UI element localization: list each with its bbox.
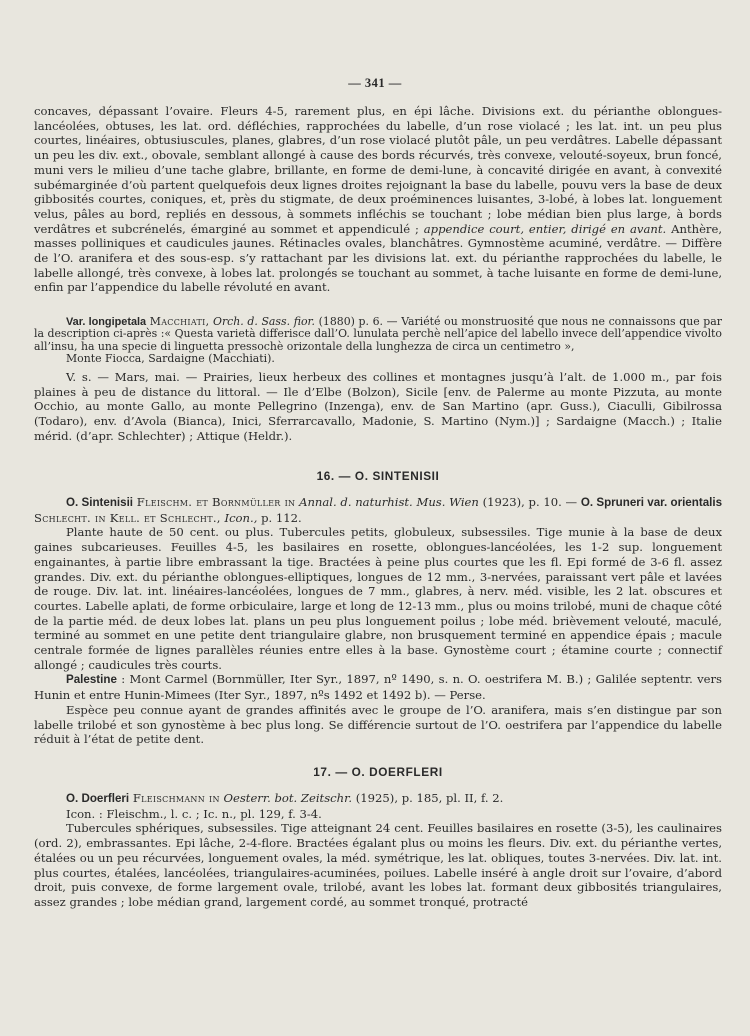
sintenisii-authors: Fleischm. et Bornmüller in: [136, 495, 296, 509]
variety-paragraph: [34, 316, 722, 366]
doerfleri-reference: Oesterr. bot. Zeitschr.: [223, 791, 353, 805]
sintenisii-description: Plante haute de 50 cent. ou plus. Tubercules petits, globuleux, subsessiles. Tige munie à la base de deux gaines subcarieuses. Feuilles 4-5, les basilaires en rosette, oblongues-lancéolées, les 1-2 sup. longuement engainantes, à partie libre embrassant la tige. Bractées à peine plus courtes que les fl. Epi formé de 3-6 fl. assez grandes. Div. ext. du périanthe oblongues-elliptiques, longues de 12 mm., 3-nervées, paraissant vert pâle et lavées de rouge. Div. lat. int. linéaires-lancéolées, longues de 7 mm., glabres, à nerv. méd. visible, les 2 lat. obscures et courtes. Labelle aplati, de forme orbiculaire, large et long de 12-13 mm., plus ou moins trilobé, muni de chaque côté de la partie méd. de deux lobes lat. plans un peu plus longuement poilus ; lobe méd. brièvement velouté, maculé, terminé au sommet en une petite dent triangulaire glabre, non brusquement terminé en appendice épais ; macule centrale formée de lignes parallèles réunies entre elles à la base. Gynostème court ; étamine courte ; connectif allongé ; caudicules très courts.: [34, 525, 722, 672]
variety-locality: Monte Fiocca, Sardaigne (Macchiati).: [66, 352, 275, 366]
synonym-page: p. 112.: [261, 510, 302, 525]
variety-label: Var. longipetala: [66, 316, 147, 328]
section-heading-16: 16. — O. SINTENISII: [316, 469, 440, 483]
variety-author: Macchiati,: [149, 315, 210, 328]
sintenisii-section: [34, 495, 722, 747]
variety-reference: Orch. d. Sass. fior.: [213, 315, 315, 328]
variety-text: (1880) p. 6. — Variété ou monstruosité que nous ne connaissons que par la description ci-après :« Questa varietà differisce dall’O. lunulata perchè nell’apice del labello invece dell’appendice vivolto all’insu, ha una specie di linguetta pressochè orizontale della lunghezza de circa un centimetro »,: [34, 315, 722, 353]
doerfleri-ref-tail: (1925), p. 185, pl. II, f. 2.: [355, 791, 504, 805]
sintenisii-synonym: O. Spruneri var. orientalis: [580, 496, 723, 509]
vs-paragraph: [34, 370, 722, 444]
doerfleri-icon-ref: Icon. : Fleischm., l. c. ; Ic. n., pl. 129, f. 3-4.: [66, 806, 322, 821]
doerfleri-authors: Fleischmann in: [132, 791, 220, 805]
sintenisii-closing: Espèce peu connue ayant de grandes affinités avec le groupe de l’O. aranifera, mais s’en distingue par son labelle trilobé et son gynostème à bec plus long. Se différencie surtout de l’O. oestrifera par l’appendice du labelle réduit à l’état de petite dent.: [34, 702, 722, 747]
synonym-reference: Icon.,: [224, 510, 258, 525]
intro-paragraph: [34, 104, 722, 295]
doerfleri-description: Tubercules sphériques, subsessiles. Tige atteignant 24 cent. Feuilles basilaires en rosette (3-5), les caulinaires (ord. 2), embrassantes. Epi lâche, 2-4-flore. Bractées égalant plus ou moins les fleurs. Div. ext. du périanthe vertes, étalées ou un peu récurvées, longuement ovales, la méd. symétrique, les lat. obliques, toutes 3-nervées. Div. lat. int. plus courtes, étalées, lancéolées, triangulaires-acuminées, poilues. Labelle inséré à angle droit sur l’ovaire, d’abord droit, puis convexe, de forme largement ovale, trilobé, avant les lobes lat. formant deux gibbosités triangulaires, assez grandes ; lobe médian grand, largement cordé, au sommet tronqué, protracté: [34, 821, 722, 909]
intro-text: concaves, dépassant l’ovaire. Fleurs 4-5, rarement plus, en épi lâche. Divisions ext. du périanthe oblongues-lancéolées, obtuses, les lat. ord. défléchies, rapprochées du labelle, d’un rose violacé ; les lat. int. un peu plus courtes, linéaires, obtusiuscules, planes, glabres, d’un rose violacé plutôt pâle, un peu verdâtres. Labelle dépassant un peu les div. ext., obovale, semblant allongé à cause des bords récurvés, très convexe, velouté-soyeux, brun foncé, muni vers le milieu d’une tache glabre, brillante, en forme de demi-lune, à concavité dirigée en avant, à convexité subémarginée d’où partent quelquefois deux lignes droites rejoignant la base du labelle, pouvu vers la base de deux gibbosités courtes, coniques, et, près du stigmate, de deux proéminences luisantes, 3-lobé, à lobes lat. longuement velus, pâles au bord, repliés en dessous, à sommets infléchis se touchant ; lobe médian bien plus large, à bords verdâtres et subcrénelés, émarginé au sommet et appendiculé ;: [34, 104, 722, 236]
synonym-authors: Schlecht. in Kell. et Schlecht.,: [34, 510, 221, 525]
palestine-label: Palestine: [66, 673, 117, 687]
palestine-text: : Mont Carmel (Bornmüller, Iter Syr., 1897, nº 1490, s. n. O. oestrifera M. B.) ; Galilée septentr. vers Hunin et entre Hunin-Mimees (Iter Syr., 1897, nºs 1492 et 1492 b). — Perse.: [34, 672, 723, 703]
intro-italic: appendice court, entier, dirigé en avant.: [423, 221, 667, 236]
species-name-sintenisii: O. Sintenisii: [66, 496, 134, 509]
doerfleri-section: [34, 791, 722, 910]
vs-text: V. s. — Mars, mai. — Prairies, lieux herbeux des collines et montagnes jusqu’à l’alt. de 1.000 m., par fois plaines à peu de distance du littoral. — Ile d’Elbe (Bolzon), Sicile [env. de Palerme au monte Pizzuta, au monte Occhio, au monte Gallo, au monte Pellegrino (Inzenga), env. de San Martino (apr. Guss.), Ciaculli, Gibilrossa (Todaro), env. d’Avola (Bianca), Inici, Sferrarcavallo, Madonie, S. Martino (Nym.)] ; Sardaigne (Macch.) ; Italie mérid. (d’apr. Schlechter) ; Attique (Heldr.).: [34, 370, 722, 443]
sintenisii-reference: Annal. d. naturhist. Mus. Wien: [299, 495, 479, 509]
sintenisii-ref-tail: (1923), p. 10. —: [482, 495, 578, 509]
section-heading-17: 17. — O. DOERFLERI: [313, 765, 443, 779]
intro-tail: Anthère, masses polliniques et caudicules jaunes. Rétinacles ovales, blanchâtres. Gymnostème acuminé, verdâtre. — Diffère de l’O. aranifera et des sous-esp. s’y rattachant par les divisions lat. ext. du périanthe rapprochées du labelle, le labelle allongé, très convexe, à lobes lat. prolongés se touchant au sommet, à tache luisante en forme de demi-lune, enfin par l’appendice du labelle révoluté en avant.: [34, 221, 723, 295]
page-number: — 341 —: [348, 76, 402, 90]
species-name-doerfleri: O. Doerfleri: [66, 792, 130, 805]
